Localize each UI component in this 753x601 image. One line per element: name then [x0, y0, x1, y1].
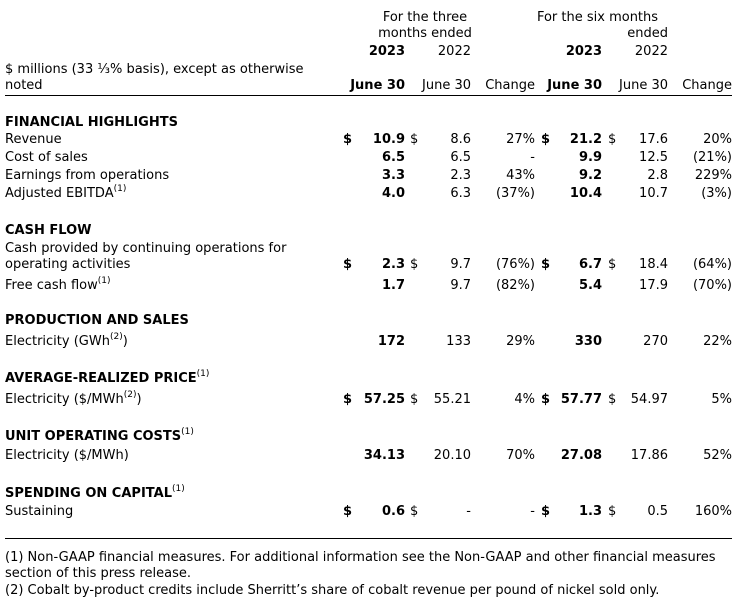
currency-symbol: $	[343, 257, 353, 272]
row-label-earnings-from-operations: Earnings from operations	[5, 168, 170, 183]
footnote-2: (2) Cobalt by-product credits include Sherritt’s share of cobalt revenue per pound of nickel sold only.	[5, 583, 660, 598]
footnote-ref: (1)	[196, 368, 210, 379]
cell-value: 27.08	[560, 448, 602, 463]
cell-change: (21%)	[692, 150, 732, 165]
row-label-cost-of-sales: Cost of sales	[5, 150, 88, 165]
cell-value: 2.8	[647, 168, 668, 183]
currency-symbol: $	[410, 132, 419, 147]
cell-value: 57.77	[560, 392, 602, 407]
col-june30-2023-s: June 30	[547, 78, 602, 93]
row-label-revenue: Revenue	[5, 132, 62, 147]
cell-change: 70%	[506, 448, 535, 463]
currency-symbol: $	[410, 504, 419, 519]
cell-value: 21.2	[569, 132, 602, 147]
currency-symbol: $	[608, 257, 617, 272]
cell-value: 172	[377, 334, 405, 349]
footnote-1-line1: (1) Non-GAAP financial measures. For additional information see the Non-GAAP and other financial measures	[5, 550, 716, 565]
cell-change: 20%	[703, 132, 732, 147]
cell-value: 17.6	[639, 132, 668, 147]
cell-change: (82%)	[495, 278, 535, 293]
cell-change: 43%	[506, 168, 535, 183]
basis-note-line1: $ millions (33 ⅓% basis), except as otherwise	[5, 62, 304, 77]
cell-change: 4%	[514, 392, 535, 407]
currency-symbol: $	[343, 392, 353, 407]
basis-note-line2: noted	[5, 78, 43, 93]
cell-change: 22%	[703, 334, 732, 349]
section-unit-operating-costs: UNIT OPERATING COSTS$^{(1)}$	[5, 426, 194, 444]
col-june30-2023-q: June 30	[350, 78, 405, 93]
cell-value: 9.2	[578, 168, 602, 183]
col-change-s: Change	[682, 78, 732, 93]
cell-value: 17.86	[630, 448, 668, 463]
row-label-electricity-cost: Electricity ($/MWh)	[5, 448, 129, 463]
six-months-heading-line2: ended	[627, 26, 668, 41]
cell-value: 5.4	[578, 278, 602, 293]
section-cash-flow: CASH FLOW	[5, 223, 92, 238]
currency-symbol: $	[608, 504, 617, 519]
cell-value: 9.7	[450, 278, 471, 293]
section-production-and-sales: PRODUCTION AND SALES	[5, 313, 189, 328]
footnote-ref: (1)	[97, 275, 111, 286]
cell-value: 6.3	[450, 186, 471, 201]
col-june30-2022-q: June 30	[422, 78, 471, 93]
currency-symbol: $	[541, 257, 551, 272]
cell-value: 20.10	[433, 448, 471, 463]
row-label-cash-provided-line1: Cash provided by continuing operations for	[5, 241, 287, 256]
cell-change: (76%)	[495, 257, 535, 272]
cell-value: 3.3	[381, 168, 405, 183]
cell-value: 8.6	[450, 132, 471, 147]
section-spending-on-capital: SPENDING ON CAPITAL$^{(1)}$	[5, 483, 185, 501]
cell-value: 17.9	[639, 278, 668, 293]
three-months-heading-line1: For the three	[382, 10, 468, 25]
cell-value: 133	[446, 334, 471, 349]
currency-symbol: $	[410, 392, 419, 407]
cell-value: 2.3	[450, 168, 471, 183]
cell-value: 54.97	[630, 392, 668, 407]
row-label-sustaining: Sustaining	[5, 504, 74, 519]
col-june30-2022-s: June 30	[619, 78, 668, 93]
footnote-ref: (1)	[171, 483, 185, 494]
three-months-heading-line2: months ended	[378, 26, 472, 41]
year-2022-six-months: 2022	[634, 44, 668, 59]
cell-change: (3%)	[701, 186, 732, 201]
header-rule	[5, 95, 732, 96]
col-change-q: Change	[485, 78, 535, 93]
cell-change: (64%)	[692, 257, 732, 272]
cell-change: -	[530, 150, 535, 165]
footnote-rule	[5, 538, 732, 539]
cell-value: 6.7	[578, 257, 602, 272]
cell-value: 0.5	[647, 504, 668, 519]
row-label-adjusted-ebitda: Adjusted EBITDA$^{(1)}$	[5, 183, 127, 201]
cell-value: 57.25	[363, 392, 405, 407]
cell-value: 9.7	[450, 257, 471, 272]
year-2023-six-months: 2023	[565, 44, 602, 59]
year-2023-three-months: 2023	[368, 44, 405, 59]
section-financial-highlights: FINANCIAL HIGHLIGHTS	[5, 115, 178, 130]
cell-value: 34.13	[363, 448, 405, 463]
row-label-electricity-gwh: Electricity (GWh$^{(2)}$)	[5, 331, 128, 349]
footnote-ref: (2)	[123, 389, 137, 400]
currency-symbol: $	[343, 504, 353, 519]
cell-change: 27%	[506, 132, 535, 147]
cell-change: 29%	[506, 334, 535, 349]
row-label-cash-provided-line2: operating activities	[5, 257, 131, 272]
currency-symbol: $	[541, 132, 551, 147]
row-label-electricity-price: Electricity ($/MWh$^{(2)}$)	[5, 389, 142, 407]
cell-value: 270	[643, 334, 668, 349]
row-label-free-cash-flow: Free cash flow$^{(1)}$	[5, 275, 111, 293]
six-months-heading-line1: For the six months	[536, 10, 659, 25]
cell-value: 4.0	[381, 186, 405, 201]
footnote-ref: (1)	[181, 426, 194, 437]
cell-value: 0.6	[381, 504, 405, 519]
cell-change: 229%	[694, 168, 732, 183]
currency-symbol: $	[541, 392, 551, 407]
cell-value: 12.5	[639, 150, 668, 165]
cell-value: 1.3	[578, 504, 602, 519]
cell-value: 9.9	[578, 150, 602, 165]
cell-value: 10.9	[372, 132, 405, 147]
cell-value: 6.5	[450, 150, 471, 165]
currency-symbol: $	[541, 504, 551, 519]
cell-change: 160%	[694, 504, 732, 519]
currency-symbol: $	[343, 132, 353, 147]
cell-value: 18.4	[639, 257, 668, 272]
cell-value: 10.7	[639, 186, 668, 201]
cell-change: -	[530, 504, 535, 519]
year-2022-three-months: 2022	[437, 44, 471, 59]
cell-value: 6.5	[381, 150, 405, 165]
cell-value: 10.4	[569, 186, 602, 201]
cell-value: 1.7	[381, 278, 405, 293]
currency-symbol: $	[410, 257, 419, 272]
cell-change: 5%	[711, 392, 732, 407]
currency-symbol: $	[608, 132, 617, 147]
section-average-realized-price: AVERAGE-REALIZED PRICE$^{(1)}$	[5, 368, 210, 386]
currency-symbol: $	[608, 392, 617, 407]
cell-change: (37%)	[495, 186, 535, 201]
cell-change: 52%	[703, 448, 732, 463]
cell-value: 2.3	[381, 257, 405, 272]
footnote-ref: (2)	[109, 331, 123, 342]
footnote-ref: (1)	[113, 183, 127, 194]
cell-value: -	[466, 504, 471, 519]
cell-change: (70%)	[692, 278, 732, 293]
cell-value: 330	[574, 334, 602, 349]
footnote-1-line2: section of this press release.	[5, 566, 191, 581]
cell-value: 55.21	[433, 392, 471, 407]
